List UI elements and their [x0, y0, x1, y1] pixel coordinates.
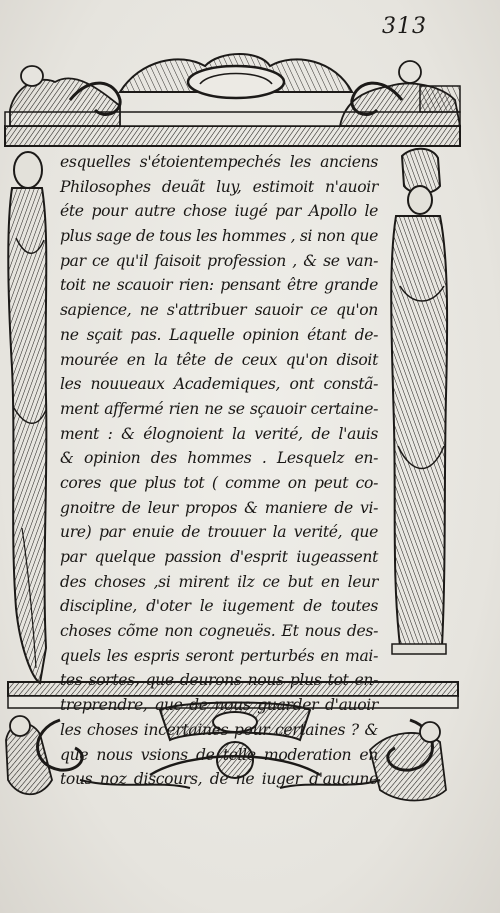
text-line: Philosophes deuãt luy, estimoit n'auoir [60, 177, 378, 196]
text-line: que nous vsions de telle moderation en [60, 745, 378, 764]
text-line: plus sage de tous les hommes , si non que [60, 227, 378, 246]
text-line: tes sortes, que deurons nous plus tot en- [60, 671, 378, 690]
text-line: treprendre, que de nous guarder d'auoir [60, 696, 378, 715]
text-line: éte pour autre chose iugé par Apollo le [60, 202, 378, 221]
text-line: ure) par enuie de trouuer la verité, que [60, 523, 378, 542]
text-line: par quelque passion d'esprit iugeassent [60, 548, 378, 566]
text-line: mourée en la tête de ceux qu'on disoit [60, 350, 378, 369]
text-line: des choses ,si mirent ilz ce but en leur [60, 572, 378, 591]
woodcut-left-figure [2, 148, 58, 688]
text-line: choses cõme non cogneuës. Et nous des- [60, 622, 378, 641]
text-line: ment : & élognoient la verité, de l'auis [60, 424, 378, 443]
woodcut-right-figure [382, 146, 454, 658]
text-line: & opinion des hommes . Lesquelz en- [60, 449, 378, 468]
text-line: sapience, ne s'attribuer sauoir ce qu'on [60, 301, 378, 320]
text-line: ne sçait pas. Laquelle opinion étant de- [60, 325, 378, 344]
text-line: esquelles s'étoientempechés les anciens [60, 153, 378, 171]
text-line: les choses incertaines pour certaines ? & [60, 720, 378, 739]
text-line: discipline, d'oter le iugement de toutes [60, 597, 378, 616]
text-line: toit ne scauoir rien: pensant être grande [60, 276, 378, 295]
woodcut-top-border [0, 40, 470, 152]
text-line: gnoitre de leur propos & maniere de vi- [60, 498, 378, 517]
text-line: quels les espris seront perturbés en mai- [60, 646, 378, 665]
text-line: ment affermé rien ne se sçauoir certaine- [60, 399, 378, 418]
text-line: cores que plus tot ( comme on peut co- [60, 473, 378, 492]
page-number: 313 [382, 14, 427, 39]
text-line: les nouueaux Academiques, ont constã- [60, 375, 378, 394]
text-line: par ce qu'il faisoit profession , & se van- [60, 251, 378, 270]
text-line: tous noz discours, de ne iuger d'aucune [60, 770, 378, 789]
body-text [60, 150, 378, 792]
